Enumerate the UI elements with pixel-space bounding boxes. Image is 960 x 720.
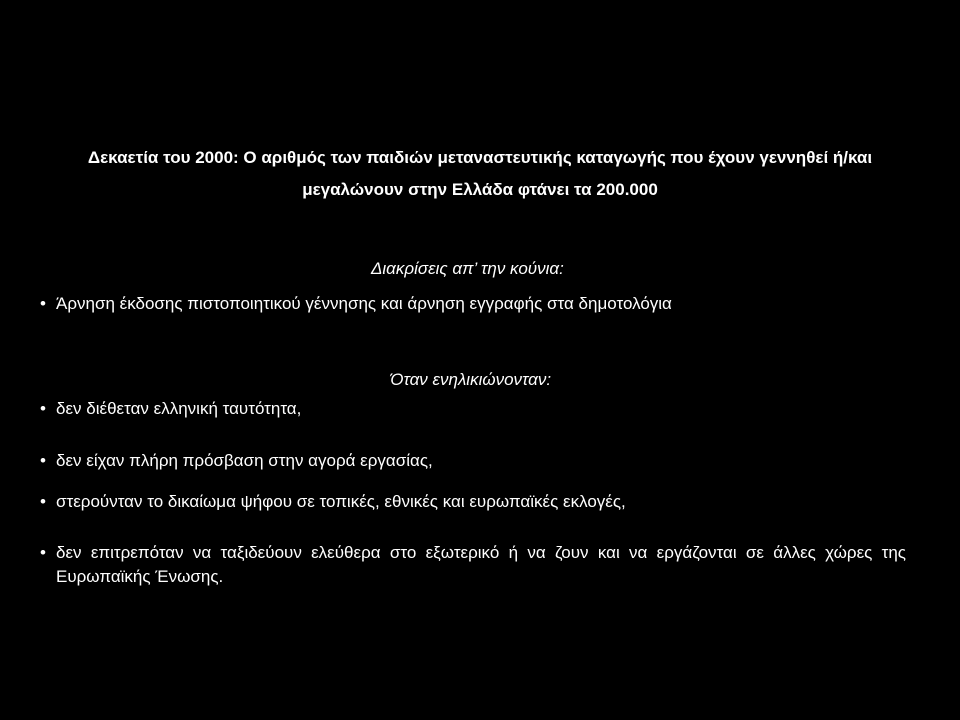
bullet-dot: • [40,543,46,562]
bullet-dot: • [40,399,46,418]
bullet-text: Άρνηση έκδοσης πιστοποιητικού γέννησης και άρνηση εγγραφής στα δημοτολόγια [56,294,672,313]
subheading-adulthood: Όταν ενηλικιώνονταν: [390,370,552,389]
slide-title: Δεκαετία του 2000: Ο αριθμός των παιδιών μεταναστευτικής καταγωγής που έχουν γεννηθεί ή/και μεγαλώνουν στην Ελλάδα φτάνει τα 200.000 [87,148,873,199]
bullet-text: δεν επιτρεπόταν να ταξιδεύουν ελεύθερα στο εξωτερικό ή να ζουν και να εργάζονται σε άλλες χώρες της Ευρωπαϊκής Ένωσης. [56,543,906,586]
bullet-item [40,541,906,589]
bullet-text: δεν διέθεταν ελληνική ταυτότητα, [56,399,302,418]
bullet-item [40,490,910,514]
bullet-item [40,292,910,316]
bullet-item [40,397,910,421]
bullet-text: δεν είχαν πλήρη πρόσβαση στην αγορά εργασίας, [56,451,433,470]
bullet-dot: • [40,451,46,470]
bullet-item [40,449,910,473]
bullet-dot: • [40,294,46,313]
subheading-discrimination: Διακρίσεις απ’ την κούνια: [371,259,564,278]
bullet-text: στερούνταν το δικαίωμα ψήφου σε τοπικές, εθνικές και ευρωπαϊκές εκλογές, [56,492,626,511]
bullet-dot: • [40,492,46,511]
